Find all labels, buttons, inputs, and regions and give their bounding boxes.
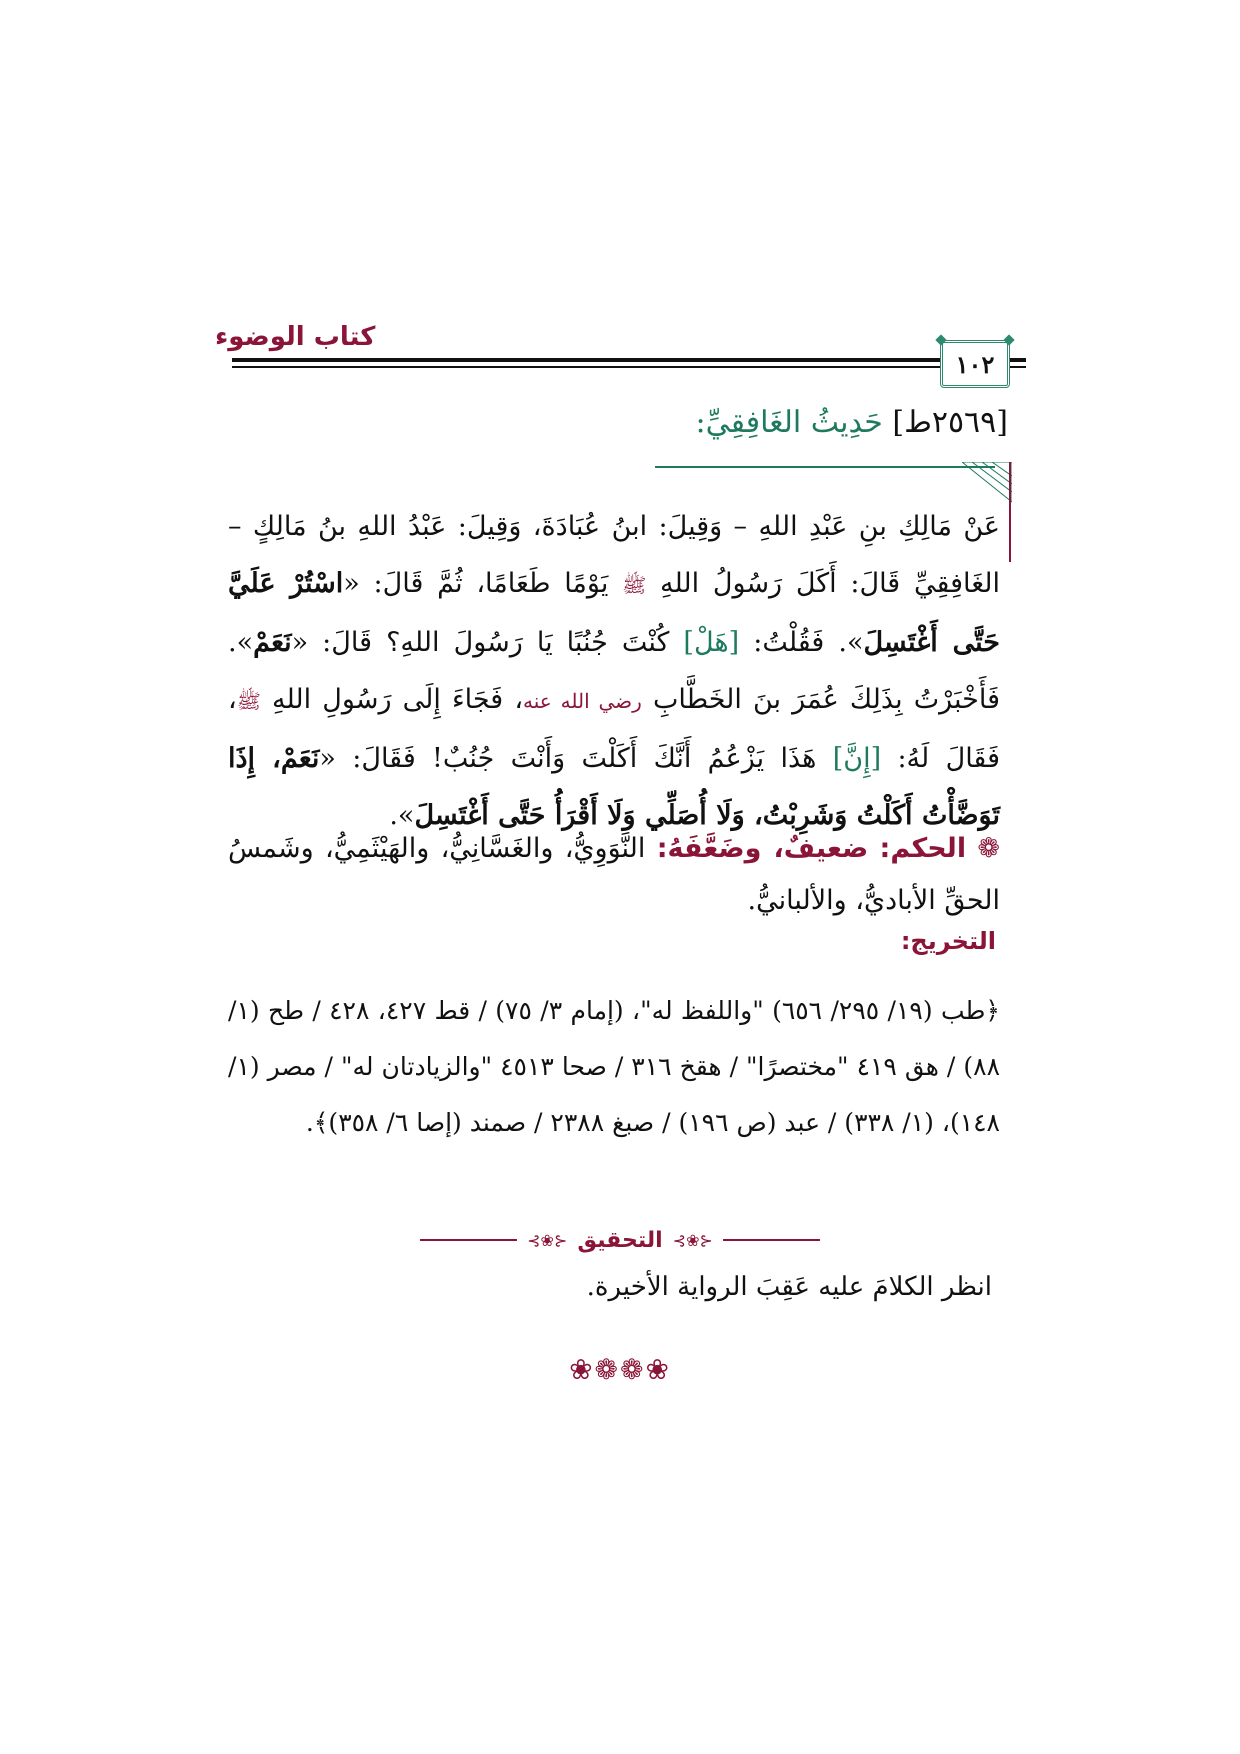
hadith-text-segment: ، فَقَالَ لَهُ: xyxy=(228,684,1000,774)
salutation-glyph: ﷺ xyxy=(236,689,261,713)
hadith-heading xyxy=(308,405,1008,440)
tahqiq-text: انظر الكلامَ عليه عَقِبَ الرواية الأخيرة. xyxy=(586,1272,992,1302)
ruling-label: الحكم: xyxy=(879,833,967,864)
book-title: كتاب الوضوء xyxy=(215,322,376,352)
prophet-quote: اسْتُرْ عَلَيَّ حَتَّى أَغْتَسِلَ xyxy=(228,568,1000,658)
companion-glyph: رضي الله عنه xyxy=(523,689,642,713)
page-number: ١٠٢ xyxy=(955,349,995,379)
end-ornament-icon: ❀❁❁❀ xyxy=(569,1353,671,1386)
heading-rule xyxy=(655,466,995,468)
hadith-text-segment: ». فَأَخْبَرْتُ بِذَلِكَ عُمَرَ بنَ الخَطَّابِ xyxy=(228,627,1000,715)
prophet-quote: نَعَمْ xyxy=(253,627,292,658)
hadith-number: [٢٥٦٩ط] xyxy=(892,405,1008,440)
header-rule-thick xyxy=(232,358,1002,362)
hadith-text-segment: ، فَجَاءَ إِلَى رَسُولِ اللهِ xyxy=(260,684,524,715)
ruling-paragraph xyxy=(228,823,1000,927)
ruling-verdict: ضعيفٌ، وضَعَّفَهُ: xyxy=(656,833,869,864)
hadith-text-segment: هَذَا يَزْعُمُ أَنَّكَ أَكَلْتَ وَأَنْتَ جُنُبٌ! فَقَالَ: « xyxy=(319,743,833,774)
tahqiq-divider xyxy=(420,1225,820,1255)
header-rule-thin xyxy=(232,366,1002,368)
page-number-box xyxy=(940,340,1010,388)
editorial-addition: [إِنَّ] xyxy=(832,743,882,774)
divider-ornament-icon: ⊰❀⊱ xyxy=(672,1230,713,1250)
editorial-addition: [هَلْ] xyxy=(683,627,740,658)
divider-ornament-icon: ⊰❀⊱ xyxy=(527,1230,568,1250)
salutation-glyph: ﷺ xyxy=(622,573,647,597)
flower-icon: ❁ xyxy=(977,833,1000,864)
hadith-text xyxy=(228,498,1000,844)
divider-line xyxy=(723,1239,820,1241)
hadith-text-segment: عَنْ مَالِكِ بنِ عَبْدِ اللهِ – وَقِيلَ: ابنُ عُبَادَةَ، وَقِيلَ: عَبْدُ اللهِ بنُ مَالِكٍ – الغَافِقِيِّ قَالَ: أَكَلَ رَسُولُ اللهِ xyxy=(228,511,1000,599)
divider-line xyxy=(420,1239,517,1241)
takhrij-text: ﴿طب (١٩/ ٢٩٥/ ٦٥٦) "واللفظ له"، (إمام ٣/ ٧٥) / قط ٤٢٧، ٤٢٨ / طح (١/ ٨٨) / هق ٤١٩ "مختصرًا" / هقخ ٣١٦ / صحا ٤٥١٣ "والزيادتان له" / مصر (١/ ١٤٨)، (١/ ٣٣٨) / عبد (ص ١٩٦) / صبغ ٢٣٨٨ / صمند (إصا ٦/ ٣٥٨)﴾. xyxy=(228,996,1001,1137)
hadith-text-segment: ». فَقُلْتُ: xyxy=(739,627,864,658)
tahqiq-label: التحقيق xyxy=(577,1227,663,1253)
takhrij-label: التخريج: xyxy=(900,927,996,955)
hadith-title: حَدِيثُ الغَافِقِيِّ: xyxy=(695,405,883,440)
hadith-text-segment: يَوْمًا طَعَامًا، ثُمَّ قَالَ: « xyxy=(343,568,623,599)
ruling-text: النَّوَوِيُّ، والغَسَّانِيُّ، والهَيْثَمِيُّ، وشَمسُ الحقِّ الأباديُّ، والألبانيُّ. xyxy=(228,833,1000,916)
hadith-text-segment: ». xyxy=(389,800,415,831)
prophet-quote: نَعَمْ، إِذَا تَوَضَّأْتُ أَكَلْتُ وَشَرِبْتُ، وَلَا أُصَلِّي وَلَا أَقْرَأُ حَتَّى أَغْتَسِلَ xyxy=(228,743,1000,831)
hadith-text-segment: كُنْتَ جُنُبًا يَا رَسُولَ اللهِ؟ قَالَ: « xyxy=(291,627,684,658)
